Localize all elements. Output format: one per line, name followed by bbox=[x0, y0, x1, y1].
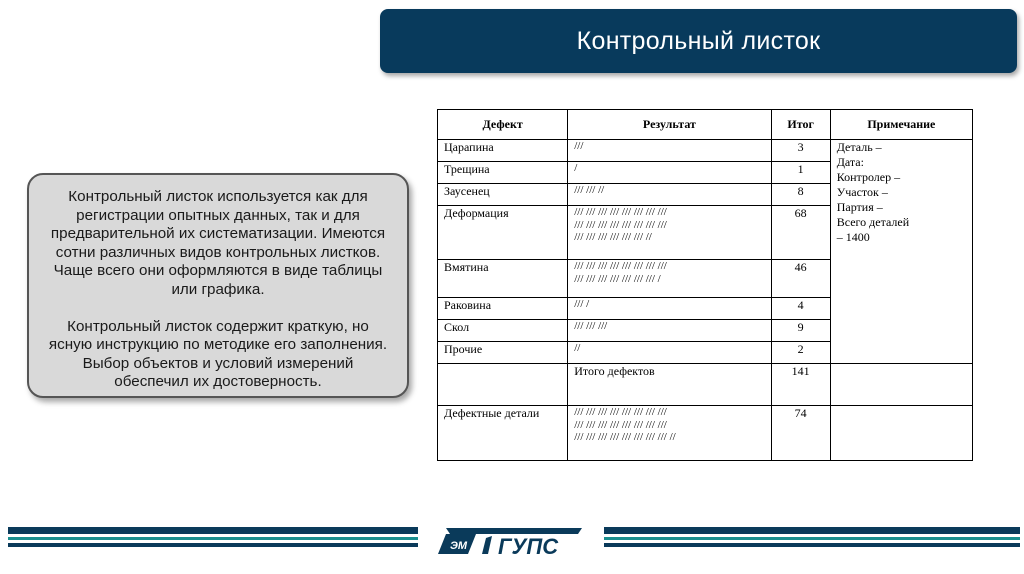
note-line: Участок – bbox=[836, 185, 888, 199]
note-line: Всего деталей bbox=[836, 215, 910, 229]
footer-stripe-left-dark-2 bbox=[8, 543, 418, 547]
summary-label: Итого дефектов bbox=[568, 364, 771, 406]
defective-parts-total: 74 bbox=[771, 406, 830, 461]
footer-stripe-right-dark-2 bbox=[604, 543, 1020, 547]
table-row bbox=[438, 140, 973, 162]
header-note: Примечание bbox=[830, 110, 972, 140]
tally-line: /// /// /// /// /// /// /// /// bbox=[574, 206, 667, 218]
footer-stripe-right-dark bbox=[604, 527, 1020, 534]
tally-marks bbox=[568, 342, 771, 364]
tally-marks bbox=[568, 206, 771, 260]
tally-line: / bbox=[574, 162, 578, 174]
tally-line: /// bbox=[574, 140, 584, 152]
defect-total: 68 bbox=[771, 206, 830, 260]
defect-total: 1 bbox=[771, 162, 830, 184]
defect-total: 9 bbox=[771, 320, 830, 342]
title-banner bbox=[380, 9, 1017, 73]
tally-line: // bbox=[574, 342, 581, 354]
defective-parts-tally bbox=[568, 406, 771, 461]
defective-parts-note-empty bbox=[830, 406, 972, 461]
defect-total: 46 bbox=[771, 260, 830, 298]
tally-marks bbox=[568, 320, 771, 342]
footer-stripe-right-teal bbox=[604, 537, 1020, 540]
header-result: Результат bbox=[568, 110, 771, 140]
tally-marks bbox=[568, 162, 771, 184]
header-total: Итог bbox=[771, 110, 830, 140]
summary-empty bbox=[438, 364, 568, 406]
tally-line: /// / bbox=[574, 298, 590, 310]
defect-name: Заусенец bbox=[438, 184, 568, 206]
defect-name: Скол bbox=[438, 320, 568, 342]
tally-line: /// /// /// /// /// /// // bbox=[574, 231, 652, 243]
tally-marks bbox=[568, 184, 771, 206]
description-callout bbox=[27, 173, 409, 398]
note-line: Деталь – bbox=[836, 140, 882, 154]
university-logo bbox=[432, 524, 592, 558]
callout-paragraph-1: Контрольный листок используется как для регистрации опытных данных, так и для предварительной их систематизации. Имеются сотни различных видов контрольных листков. Чаще всего они оформляются в виде таблицы или графика. bbox=[50, 188, 386, 298]
note-line: Дата: bbox=[836, 155, 864, 169]
summary-note-empty bbox=[830, 364, 972, 406]
defect-name: Прочие bbox=[438, 342, 568, 364]
callout-paragraph-2: Контрольный листок содержит краткую, но ясную инструкцию по методике его заполнения. Выбор объектов и условий измерений обеспечил их достоверность. bbox=[48, 317, 388, 391]
defect-total: 8 bbox=[771, 184, 830, 206]
defect-name: Царапина bbox=[438, 140, 568, 162]
summary-row bbox=[438, 364, 973, 406]
tally-line: /// /// /// /// /// /// /// /// bbox=[574, 406, 667, 418]
header-defect: Дефект bbox=[438, 110, 568, 140]
tally-line: /// /// /// /// /// /// /// /// bbox=[574, 260, 667, 272]
defect-total: 4 bbox=[771, 298, 830, 320]
note-line: – 1400 bbox=[836, 230, 870, 244]
table-header-row bbox=[438, 110, 973, 140]
defect-name: Раковина bbox=[438, 298, 568, 320]
check-sheet-table bbox=[437, 109, 973, 461]
table-body bbox=[438, 140, 973, 461]
defective-parts-row bbox=[438, 406, 973, 461]
tally-marks bbox=[568, 260, 771, 298]
tally-line: /// /// // bbox=[574, 184, 605, 196]
logo-text-right: ГУПС bbox=[498, 534, 559, 558]
note-line: Контролер – bbox=[836, 170, 901, 184]
tally-marks bbox=[568, 140, 771, 162]
tally-line: /// /// /// /// /// /// /// /// bbox=[574, 218, 667, 231]
footer-stripe-left-teal bbox=[8, 537, 418, 540]
tally-marks bbox=[568, 298, 771, 320]
page-title: Контрольный листок bbox=[576, 26, 821, 55]
summary-total: 141 bbox=[771, 364, 830, 406]
defect-total: 2 bbox=[771, 342, 830, 364]
tally-line: /// /// /// /// /// /// /// / bbox=[574, 272, 661, 285]
tally-line: /// /// /// /// /// /// /// /// bbox=[574, 418, 667, 431]
note-cell bbox=[830, 140, 972, 364]
tally-line: /// /// /// /// /// /// /// /// // bbox=[574, 431, 676, 443]
defective-parts-label: Дефектные детали bbox=[438, 406, 568, 461]
footer-stripe-left-dark bbox=[8, 527, 418, 534]
defect-name: Деформация bbox=[438, 206, 568, 260]
defect-total: 3 bbox=[771, 140, 830, 162]
tally-line: /// /// /// bbox=[574, 320, 608, 332]
defect-name: Трещина bbox=[438, 162, 568, 184]
logo-text-left: ЭМ bbox=[450, 540, 468, 552]
defect-name: Вмятина bbox=[438, 260, 568, 298]
note-line: Партия – bbox=[836, 200, 883, 214]
